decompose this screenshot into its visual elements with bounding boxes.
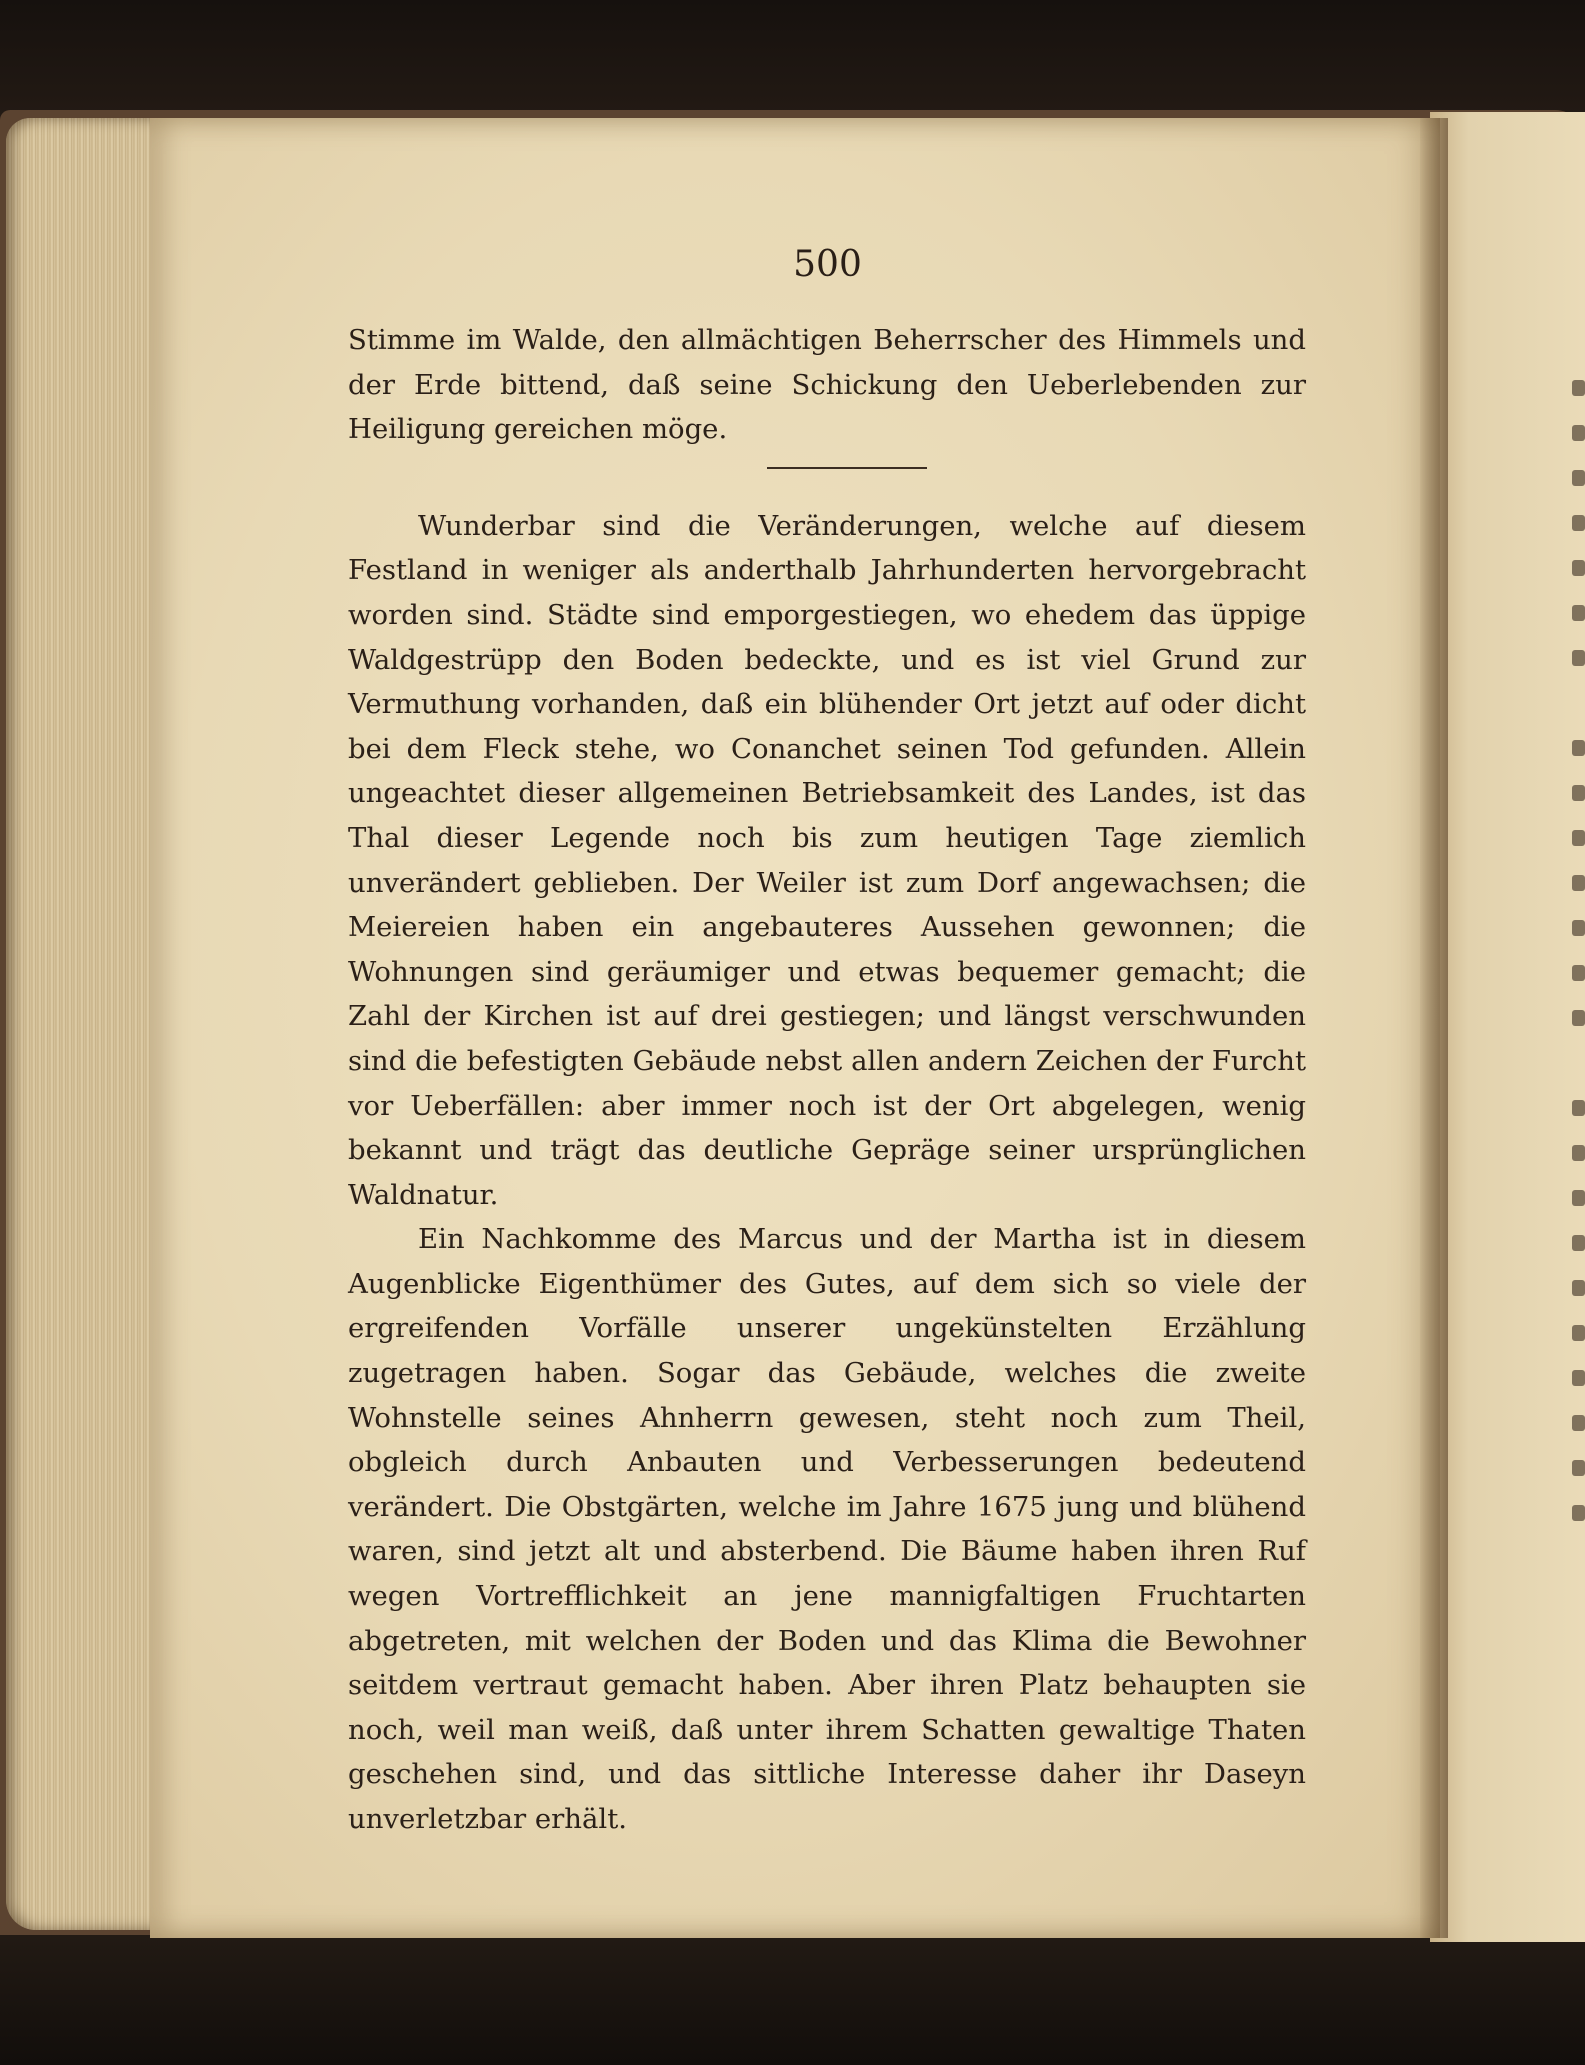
facing-page-glyph <box>1572 1010 1585 1026</box>
body-text <box>348 318 1306 1842</box>
page-number: 500 <box>793 244 862 285</box>
paragraph-3: Ein Nachkomme des Marcus und der Martha ist in diesem Augenblicke Eigenthümer des Gutes, auf dem sich so viele der ergreifenden Vorfälle unserer ungekünstelten Erzählung zugetragen haben. Sogar das Gebäude, welches die zweite Wohnstelle seines Ahnherrn gewesen, steht noch zum Theil, obgleich durch Anbauten und Verbesserungen bedeutend verändert. Die Obstgärten, welche im Jahre 1675 jung und blühend waren, sind jetzt alt und absterbend. Die Bäume haben ihren Ruf wegen Vortrefflichkeit an jene mannigfaltigen Fruchtarten abgetreten, mit welchen der Boden und das Klima die Bewohner seitdem vertraut gemacht haben. Aber ihren Platz behaupten sie noch, weil man weiß, daß unter ihrem Schatten gewaltige Thaten geschehen sind, und das sittliche Interesse daher ihr Daseyn unverletzbar erhält. <box>348 1223 1306 1835</box>
facing-page-glyph <box>1572 830 1585 846</box>
facing-page-glyph <box>1572 560 1585 576</box>
facing-page-edge <box>1430 112 1585 1942</box>
facing-page-glyph <box>1572 1460 1585 1476</box>
facing-page-glyph <box>1572 1325 1585 1341</box>
facing-page-glyph <box>1572 515 1585 531</box>
facing-page-glyph <box>1572 920 1585 936</box>
facing-page-glyph <box>1572 1100 1585 1116</box>
facing-page-glyph <box>1572 1235 1585 1251</box>
page-gutter <box>1420 118 1448 1938</box>
facing-page-glyph <box>1572 470 1585 486</box>
facing-page-glyph <box>1572 1415 1585 1431</box>
facing-page-glyph <box>1572 875 1585 891</box>
page-edges <box>6 118 166 1930</box>
paragraph-1: Stimme im Walde, den allmächtigen Beherrscher des Himmels und der Erde bittend, daß seine Schickung den Ueberlebenden zur Heiligung gereichen möge. <box>348 324 1306 446</box>
facing-page-glyph <box>1572 380 1585 396</box>
section-divider <box>767 467 927 469</box>
facing-page-glyph <box>1572 425 1585 441</box>
facing-page-glyph <box>1572 650 1585 666</box>
facing-page-glyph <box>1572 1280 1585 1296</box>
facing-page-glyph <box>1572 1190 1585 1206</box>
facing-page-glyph <box>1572 785 1585 801</box>
background-top <box>0 0 1585 118</box>
facing-page-glyph <box>1572 1505 1585 1521</box>
facing-page-glyph <box>1572 1145 1585 1161</box>
paragraph-2: Wunderbar sind die Veränderungen, welche auf diesem Festland in weniger als anderthalb Jahrhunderten hervorgebracht worden sind. Städte sind emporgestiegen, wo ehedem das üppige Waldgestrüpp den Boden bedeckte, und es ist viel Grund zur Vermuthung vorhanden, daß ein blühender Ort jetzt auf oder dicht bei dem Fleck stehe, wo Conanchet seinen Tod gefunden. Allein ungeachtet dieser allgemeinen Betriebsamkeit des Landes, ist das Thal dieser Legende noch bis zum heutigen Tage ziemlich unverändert geblieben. Der Weiler ist zum Dorf angewachsen; die Meiereien haben ein angebauteres Aussehen gewonnen; die Wohnungen sind geräumiger und etwas bequemer gemacht; die Zahl der Kirchen ist auf drei gestiegen; und längst verschwunden sind die befestigten Gebäude nebst allen andern Zeichen der Furcht vor Ueberfällen: aber immer noch ist der Ort abgelegen, wenig bekannt und trägt das deutliche Gepräge seiner ursprünglichen Waldnatur. <box>348 509 1306 1211</box>
facing-page-glyph <box>1572 605 1585 621</box>
facing-page-glyph <box>1572 740 1585 756</box>
facing-page-glyph <box>1572 965 1585 981</box>
background-bottom <box>0 1935 1585 2065</box>
facing-page-glyph <box>1572 1370 1585 1386</box>
